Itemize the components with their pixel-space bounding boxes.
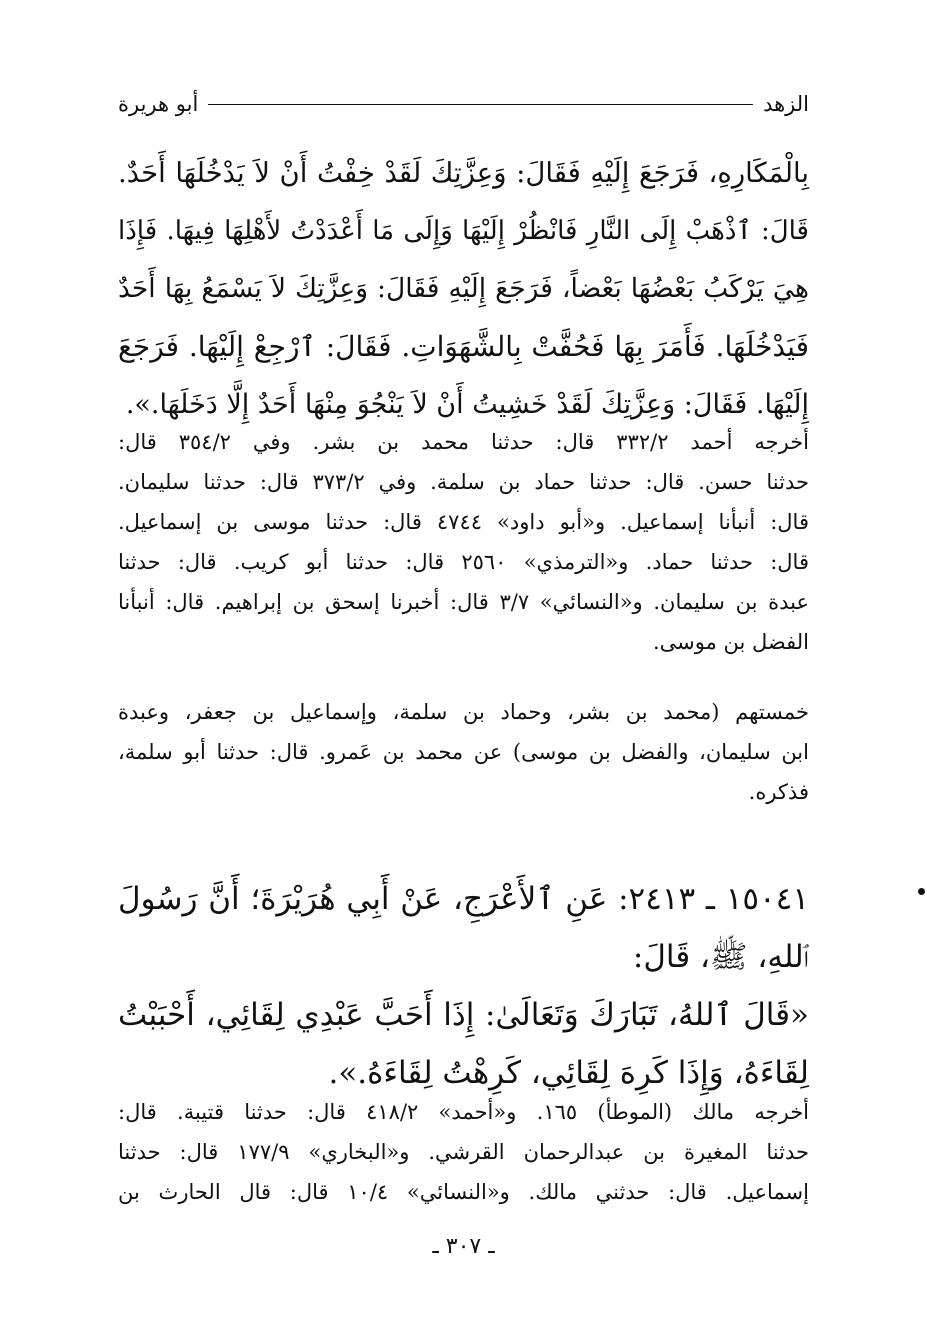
header-chapter-title: الزهد — [763, 92, 809, 116]
hadith-text-line: هِيَ يَرْكَبُ بَعْضُهَا بَعْضاً، فَرَجَعَ إِلَيْهِ فَقَالَ: وَعِزَّتِكَ لاَ يَسْمَعُ بِهَا أَحَدٌ — [118, 273, 809, 304]
takhrij-line: قال: حدثنا حماد. و«الترمذي» ٢٥٦٠ قال: حدثنا أبو كريب. قال: حدثنا — [118, 550, 809, 574]
takhrij-note — [118, 1092, 809, 1212]
hadith-text-line: لِقَاءَهُ، وَإِذَا كَرِهَ لِقَائِي، كَرِهْتُ لِقَاءَهُ.». — [328, 1055, 809, 1091]
hadith-text-line: ٱللهِ، ﷺ، قَالَ: — [632, 939, 809, 975]
hadith-text-line: ١٥٠٤١ ـ ٢٤١٣: عَنِ ٱلأَعْرَجِ، عَنْ أَبِي هُرَيْرَةَ؛ أَنَّ رَسُولَ — [118, 881, 809, 917]
hadith-entry — [118, 870, 809, 1102]
takhrij-line: إسماعيل. قال: حدثني مالك. و«النسائي» ١٠/٤ قال: قال الحارث بن — [118, 1180, 809, 1204]
takhrij-line: أخرجه مالك (الموطأ) ١٦٥. و«أحمد» ٤١٨/٢ قال: حدثنا قتيبة. قال: — [118, 1100, 810, 1124]
takhrij-note — [118, 422, 809, 662]
takhrij-line: الفضل بن موسى. — [652, 630, 809, 654]
hadith-text-continued — [118, 144, 809, 434]
summary-line: ابن سليمان، والفضل بن موسى) عن محمد بن عَمرو. قال: حدثنا أبو سلمة، — [118, 740, 809, 764]
header-rule — [208, 104, 753, 105]
header-section-title: أبو هريرة — [118, 92, 199, 116]
summary-line: فذكره. — [748, 780, 809, 804]
hadith-text-line: قَالَ: ٱذْهَبْ إِلَى النَّارِ فَانْظُرْ إِلَيْهَا وَإِلَى مَا أَعْدَدْتُ لأَهْلِهَا فِيهَا. فَإِذَا — [118, 216, 809, 246]
margin-dot — [918, 888, 925, 895]
isnad-summary-note — [118, 692, 809, 812]
takhrij-line: أخرجه أحمد ٣٣٢/٢ قال: حدثنا محمد بن بشر. وفي ٣٥٤/٢ قال: — [118, 430, 810, 454]
hadith-text-line: «قَالَ ٱللهُ، تَبَارَكَ وَتَعَالَىٰ: إِذَا أَحَبَّ عَبْدِي لِقَائِي، أَحْبَبْتُ — [118, 997, 809, 1033]
summary-line: خمستهم (محمد بن بشر، وحماد بن سلمة، وإسماعيل بن جعفر، وعبدة — [118, 700, 809, 724]
takhrij-line: حدثنا حسن. قال: حدثنا حماد بن سلمة. وفي ٣٧٣/٢ قال: حدثنا سليمان. — [118, 470, 809, 494]
takhrij-line: عبدة بن سليمان. و«النسائي» ٣/٧ قال: أخبرنا إسحق بن إبراهيم. قال: أنبأنا — [118, 590, 809, 614]
takhrij-line: قال: أنبأنا إسماعيل. و«أبو داود» ٤٧٤٤ قال: حدثنا موسى بن إسماعيل. — [118, 510, 809, 534]
hadith-text-line: إِلَيْهَا. فَقَالَ: وَعِزَّتِكَ لَقَدْ خَشِيتُ أَنْ لاَ يَنْجُوَ مِنْهَا أَحَدٌ إِلَّا دَخَلَهَا.». — [125, 389, 809, 420]
running-header — [118, 86, 809, 122]
takhrij-line: حدثنا المغيرة بن عبدالرحمان القرشي. و«البخاري» ١٧٧/٩ قال: حدثنا — [118, 1140, 809, 1164]
hadith-text-line: فَيَدْخُلَهَا. فَأَمَرَ بِهَا فَحُفَّتْ بِالشَّهَوَاتِ. فَقَالَ: ٱرْجِعْ إِلَيْهَا. فَرَجَعَ — [118, 330, 809, 363]
hadith-text-line: بِالْمَكَارِهِ، فَرَجَعَ إِلَيْهِ فَقَالَ: وَعِزَّتِكَ لَقَدْ خِفْتُ أَنْ لاَ يَدْخُلَهَا أَحَدٌ. — [118, 157, 809, 189]
page-number: ـ ٣٠٧ ـ — [432, 1234, 495, 1259]
